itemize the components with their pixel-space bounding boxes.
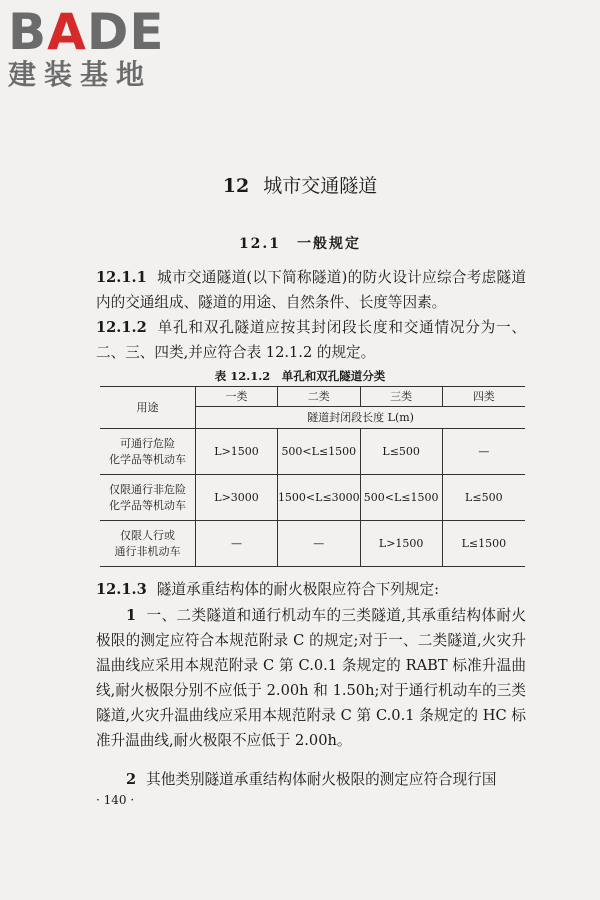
table-header-class: 四类 — [442, 387, 525, 407]
item-text: 一、二类隧道和通行机动车的三类隧道,其承重结构体耐火极限的测定应符合本规范附录 C 的规定;对于一、二类隧道,火灾升温曲线应采用本规范附录 C 第 C.0.1 条规定的 RABT 标准升温曲线,耐火极限分别不应低于 2.00h 和 1.50h;对于通行机动车的三类隧道,火灾升温曲线应采用本规范附录 C 第 C.0.1 条规定的 HC 标准升温曲线,耐火极限不应低于 2.00h。 — [96, 607, 526, 749]
table-header-use: 用途 — [100, 387, 196, 429]
table-header-length: 隧道封闭段长度 L(m) — [196, 407, 525, 429]
table-cell: L≤500 — [360, 429, 442, 475]
table-row — [100, 475, 525, 521]
page-number: · 140 · — [96, 793, 135, 807]
table-cell: L>1500 — [360, 521, 442, 567]
table-header-class: 三类 — [360, 387, 442, 407]
table-cell: 1500<L≤3000 — [277, 475, 360, 521]
table-cell: L>3000 — [196, 475, 278, 521]
logo — [8, 3, 178, 92]
table-row — [100, 521, 525, 567]
chapter-title — [0, 171, 600, 198]
clause-text: 城市交通隧道(以下简称隧道)的防火设计应综合考虑隧道内的交通组成、隧道的用途、自然条件、长度等因素。 — [96, 269, 526, 311]
item-number: 2 — [126, 771, 137, 788]
table-cell: L>1500 — [196, 429, 278, 475]
tunnel-classification-table — [100, 386, 525, 567]
table-title: 表 12.1.2 单孔和双孔隧道分类 — [214, 369, 386, 383]
chapter-name: 城市交通隧道 — [263, 175, 378, 197]
table-cell-use: 仅限通行非危险 化学品等机动车 — [100, 475, 196, 521]
logo-wordmark: BADE — [8, 3, 165, 61]
table-cell-use: 可通行危险 化学品等机动车 — [100, 429, 196, 475]
item-text: 其他类别隧道承重结构体耐火极限的测定应符合现行国 — [146, 771, 497, 788]
clause-number: 12.1.2 — [96, 319, 147, 336]
table-cell: — — [277, 521, 360, 567]
chapter-number: 12 — [222, 175, 250, 197]
table-cell: L≤1500 — [442, 521, 525, 567]
clause-12-1-3 — [96, 577, 526, 602]
clause-12-1-1 — [96, 265, 526, 315]
table-cell: 500<L≤1500 — [277, 429, 360, 475]
section-title: 12.1 一般规定 — [238, 236, 362, 252]
table-header-class: 二类 — [277, 387, 360, 407]
item-number: 1 — [126, 607, 137, 624]
clause-number: 12.1.1 — [96, 269, 147, 286]
table-cell-use: 仅限人行或 通行非机动车 — [100, 521, 196, 567]
table-cell: L≤500 — [442, 475, 525, 521]
item-1 — [96, 603, 526, 753]
table-row — [100, 429, 525, 475]
logo-subtitle: 建装基地 — [8, 58, 153, 91]
item-2 — [96, 767, 526, 792]
clause-text: 隧道承重结构体的耐火极限应符合下列规定: — [156, 581, 439, 598]
clause-12-1-2 — [96, 315, 526, 365]
table-cell: — — [196, 521, 278, 567]
clause-number: 12.1.3 — [96, 581, 147, 598]
clause-text: 单孔和双孔隧道应按其封闭段长度和交通情况分为一、二、三、四类,并应符合表 12.1.2 的规定。 — [96, 319, 526, 361]
table-header-class: 一类 — [196, 387, 278, 407]
table-cell: — — [442, 429, 525, 475]
table-cell: 500<L≤1500 — [360, 475, 442, 521]
